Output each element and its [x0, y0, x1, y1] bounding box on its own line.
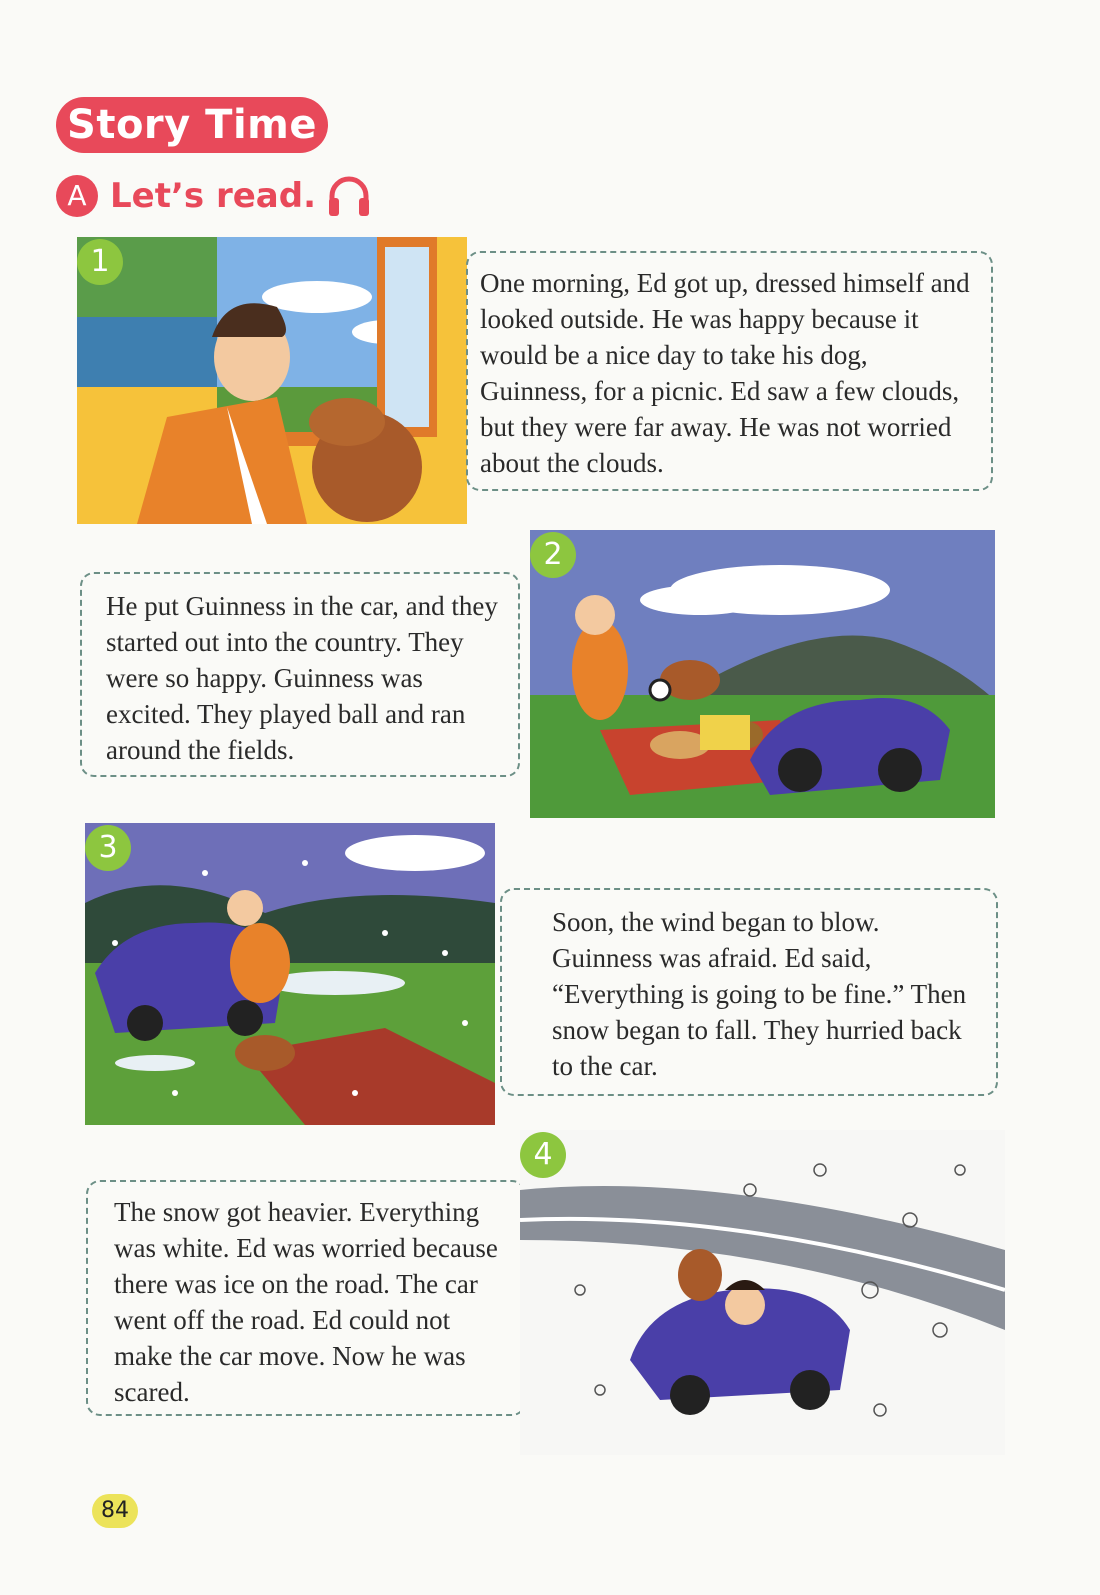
illustration-3 [85, 823, 495, 1125]
headphones-icon[interactable] [326, 174, 372, 218]
story-paragraph-2 [80, 572, 520, 777]
story-text-4: The snow got heavier. Everything was white. Ed was worried because there was ice on the road. The car went off the road. Ed could not make the car move. Now he was scared. [114, 1197, 498, 1407]
illustration-1 [77, 237, 467, 524]
page-number: 84 [92, 1494, 138, 1528]
panel-number-badge: 3 [85, 825, 131, 871]
story-paragraph-1 [466, 251, 993, 491]
car-off-road-scene [520, 1130, 1005, 1455]
story-text-2: He put Guinness in the car, and they started out into the country. They were so happy. Guinness was excited. They played ball and ran around the fields. [106, 591, 498, 765]
story-text-3: Soon, the wind began to blow. Guinness was afraid. Ed said, “Everything is going to be fine.” Then snow began to fall. They hurried back to the car. [552, 907, 967, 1081]
morning-window-scene [77, 237, 467, 524]
panel-number-badge: 4 [520, 1132, 566, 1178]
snowstorm-scene [85, 823, 495, 1125]
panel-number-badge: 2 [530, 532, 576, 578]
section-title: Let’s read. [110, 176, 316, 216]
illustration-4 [520, 1130, 1005, 1455]
story-text-1: One morning, Ed got up, dressed himself and looked outside. He was happy because it would be a nice day to take his dog, Guinness, for a picnic. Ed saw a few clouds, but they were far away. He was not worried about the clouds. [480, 268, 970, 478]
story-paragraph-3 [500, 888, 998, 1096]
illustration-2 [530, 530, 995, 818]
section-letter-badge: A [56, 175, 98, 217]
section-a-heading [56, 174, 372, 218]
story-paragraph-4 [86, 1180, 526, 1416]
story-time-heading: Story Time [56, 97, 328, 153]
picnic-scene [530, 530, 995, 818]
panel-number-badge: 1 [77, 239, 123, 285]
